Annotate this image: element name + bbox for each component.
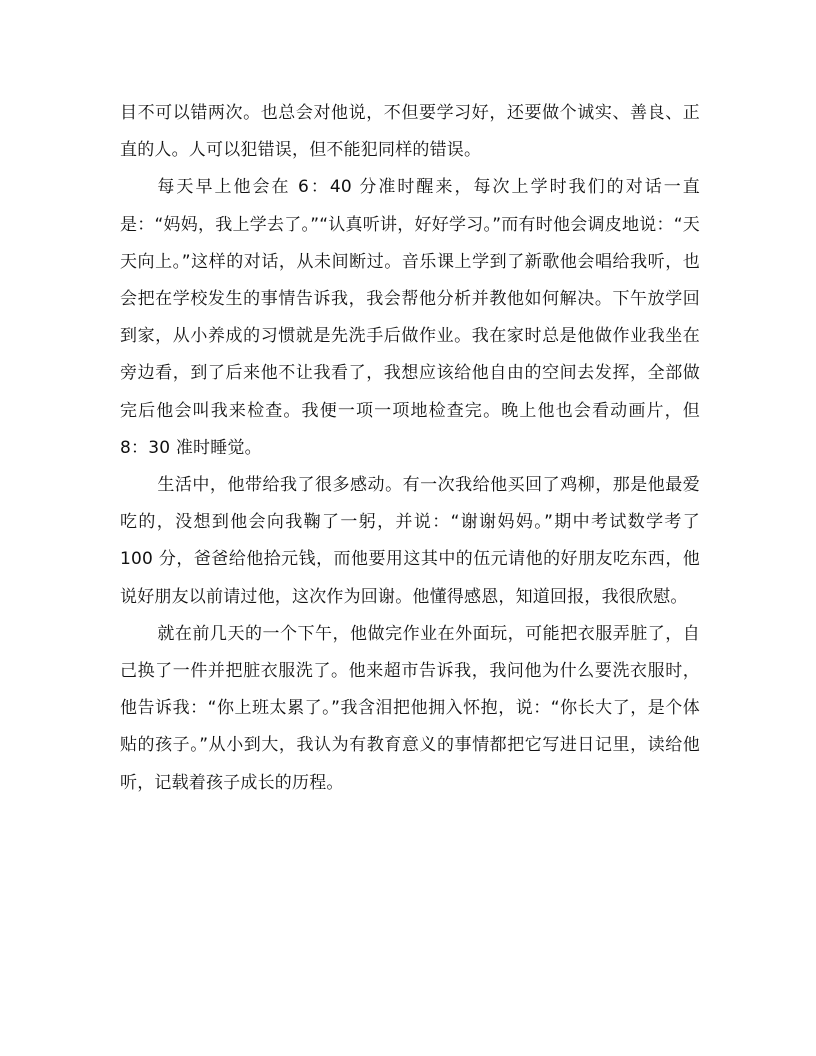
paragraph-1: 目不可以错两次。也总会对他说，不但要学习好，还要做个诚实、善良、正直的人。人可以犯错误，但不能犯同样的错误。 [120, 103, 700, 161]
paragraph-4: 就在前几天的一个下午，他做完作业在外面玩，可能把衣服弄脏了，自己换了一件并把脏衣服洗了。他来超市告诉我，我问他为什么要洗衣服时，他告诉我：“你上班太累了。”我含泪把他拥入怀抱，说：“你长大了，是个体贴的孩子。”从小到大，我认为有教育意义的事情都把它写进日记里，读给他听，记载着孩子成长的历程。 [120, 623, 700, 793]
paragraph-3: 生活中，他带给我了很多感动。有一次我给他买回了鸡柳，那是他最爱吃的，没想到他会向我鞠了一躬，并说：“谢谢妈妈。”期中考试数学考了 100 分，爸爸给他拾元钱，而他要用这其中的伍元请他的好朋友吃东西，他说好朋友以前请过他，这次作为回谢。他懂得感恩，知道回报，我很欣慰。 [120, 475, 700, 607]
document-body [120, 95, 700, 802]
paragraph-2: 每天早上他会在 6：40 分准时醒来，每次上学时我们的对话一直是：“妈妈，我上学去了。”“认真听讲，好好学习。”而有时他会调皮地说：“天天向上。”这样的对话，从未间断过。音乐课上学到了新歌他会唱给我听，也会把在学校发生的事情告诉我，我会帮他分析并教他如何解决。下午放学回到家，从小养成的习惯就是先洗手后做作业。我在家时总是他做作业我坐在旁边看，到了后来他不让我看了，我想应该给他自由的空间去发挥，全部做完后他会叫我来检查。我便一项一项地检查完。晚上他也会看动画片，但 8：30 准时睡觉。 [120, 177, 700, 458]
